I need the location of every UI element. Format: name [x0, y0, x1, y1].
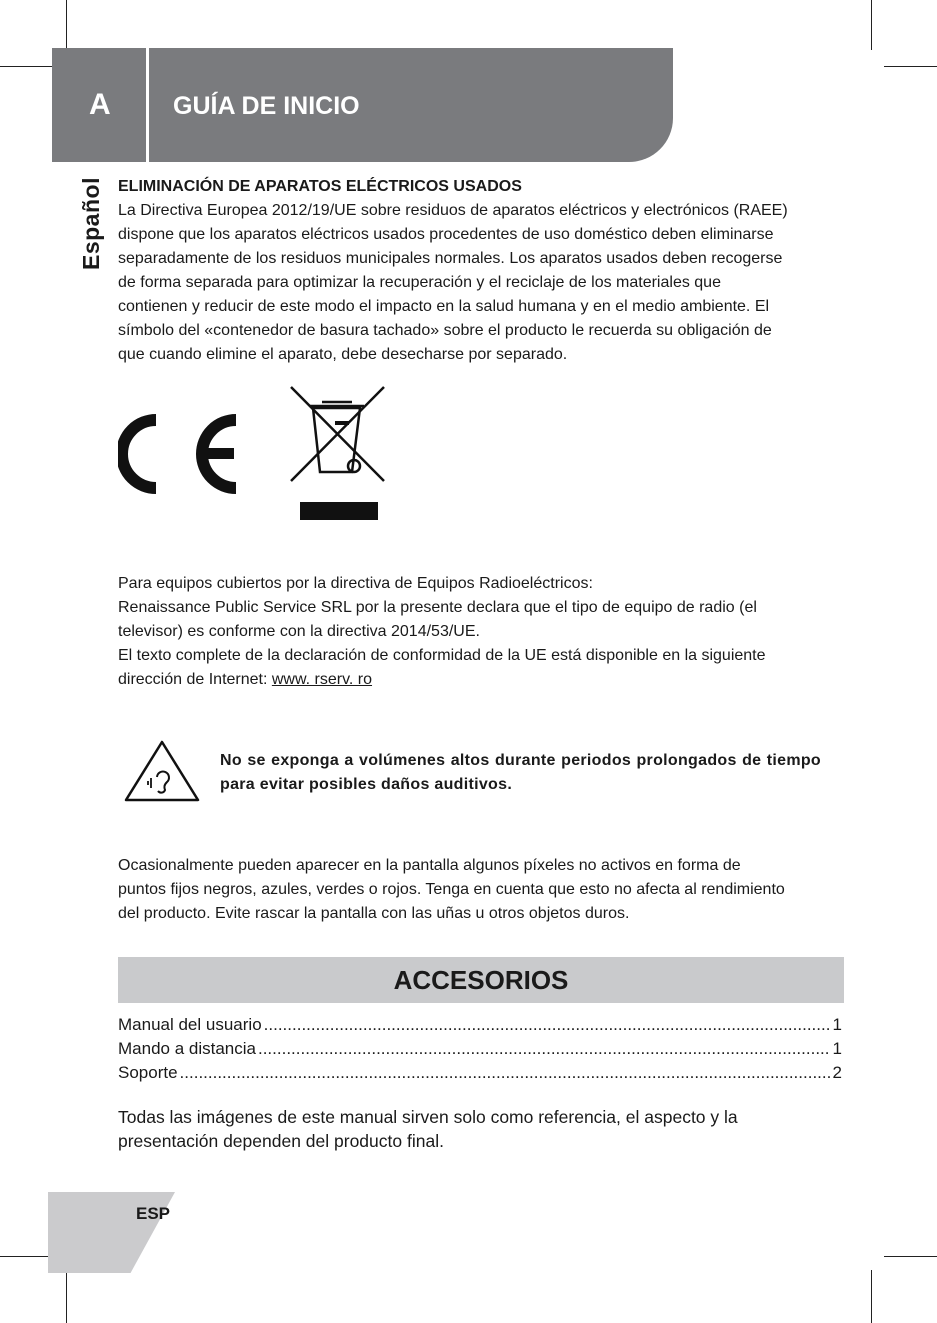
crop-mark — [66, 1270, 67, 1323]
text-line: Renaissance Public Service SRL por la presente declara que el tipo de equipo de radio (el — [118, 599, 757, 616]
accessory-item — [118, 1037, 842, 1061]
ce-mark-icon — [118, 410, 243, 500]
accessory-name: Soporte — [118, 1063, 178, 1082]
website-link[interactable]: www. rserv. ro — [271, 671, 373, 688]
accessory-item — [118, 1013, 842, 1037]
text-line: Ocasionalmente pueden aparecer en la pantalla algunos píxeles no activos en forma de — [118, 857, 741, 874]
text-line: Todas las imágenes de este manual sirven solo como referencia, el aspecto y la — [118, 1107, 738, 1127]
pixel-notice — [118, 854, 838, 926]
text-line: contienen y reducir de este modo el impacto en la salud humana y en el medio ambiente. El — [118, 298, 770, 315]
accessory-qty: 2 — [832, 1063, 842, 1082]
dot-leader — [258, 1037, 831, 1061]
text-line: dispone que los aparatos eléctricos usados procedentes de uso doméstico deben eliminarse — [118, 226, 774, 243]
accessory-name: Manual del usuario — [118, 1015, 262, 1034]
text-line: dirección de Internet: — [118, 671, 272, 688]
accessory-name: Mando a distancia — [118, 1039, 256, 1058]
footer-language-code: ESP — [136, 1204, 171, 1223]
crop-mark — [884, 66, 937, 67]
crop-mark — [884, 1256, 937, 1257]
text-line: puntos fijos negros, azules, verdes o rojos. Tenga en cuenta que esto no afecta al rendimiento — [118, 881, 785, 898]
accessories-heading: ACCESORIOS — [118, 957, 844, 1003]
text-line: del producto. Evite rascar la pantalla con las uñas u otros objetos duros. — [118, 905, 630, 922]
page-title: GUÍA DE INICIO — [173, 92, 360, 120]
text-line: El texto complete de la declaración de conformidad de la UE está disponible en la siguiente — [118, 647, 766, 664]
section-letter: A — [89, 88, 111, 121]
accessory-qty: 1 — [832, 1015, 842, 1034]
radio-equipment-section — [118, 572, 838, 692]
crop-mark — [871, 0, 872, 50]
crop-mark — [871, 1270, 872, 1323]
accessory-item — [118, 1061, 842, 1085]
disclaimer — [118, 1105, 738, 1153]
text-line: que cuando elimine el aparato, debe desecharse por separado. — [118, 346, 568, 363]
accessory-qty: 1 — [832, 1039, 842, 1058]
crossed-out-bin-icon — [288, 384, 390, 524]
text-line: símbolo del «contenedor de basura tachado» sobre el producto le recuerda su obligación de — [118, 322, 772, 339]
text-line: separadamente de los residuos municipales normales. Los aparatos usados deben recogerse — [118, 250, 783, 267]
text-line: televisor) es conforme con la directiva 2014/53/UE. — [118, 623, 480, 640]
text-line: de forma separada para optimizar la recuperación y el reciclaje de los materiales que — [118, 274, 721, 291]
crop-mark — [66, 0, 67, 50]
text-line: Para equipos cubiertos por la directiva de Equipos Radioeléctricos: — [118, 575, 593, 592]
crop-mark — [0, 66, 52, 67]
language-label: Español — [78, 177, 104, 270]
dot-leader — [264, 1013, 831, 1037]
hearing-warning-text: No se exponga a volúmenes altos durante periodos prolongados de tiempo para evitar posibles daños auditivos. — [220, 752, 821, 793]
weee-heading: ELIMINACIÓN DE APARATOS ELÉCTRICOS USADOS — [118, 178, 522, 195]
weee-section — [118, 175, 838, 367]
dot-leader — [180, 1061, 831, 1085]
text-line: presentación dependen del producto final. — [118, 1131, 444, 1151]
crop-mark — [0, 1256, 52, 1257]
text-line: La Directiva Europea 2012/19/UE sobre residuos de aparatos eléctricos y electrónicos (RAEE) — [118, 202, 788, 219]
hearing-warning-icon — [123, 739, 201, 803]
header-divider — [146, 48, 149, 162]
